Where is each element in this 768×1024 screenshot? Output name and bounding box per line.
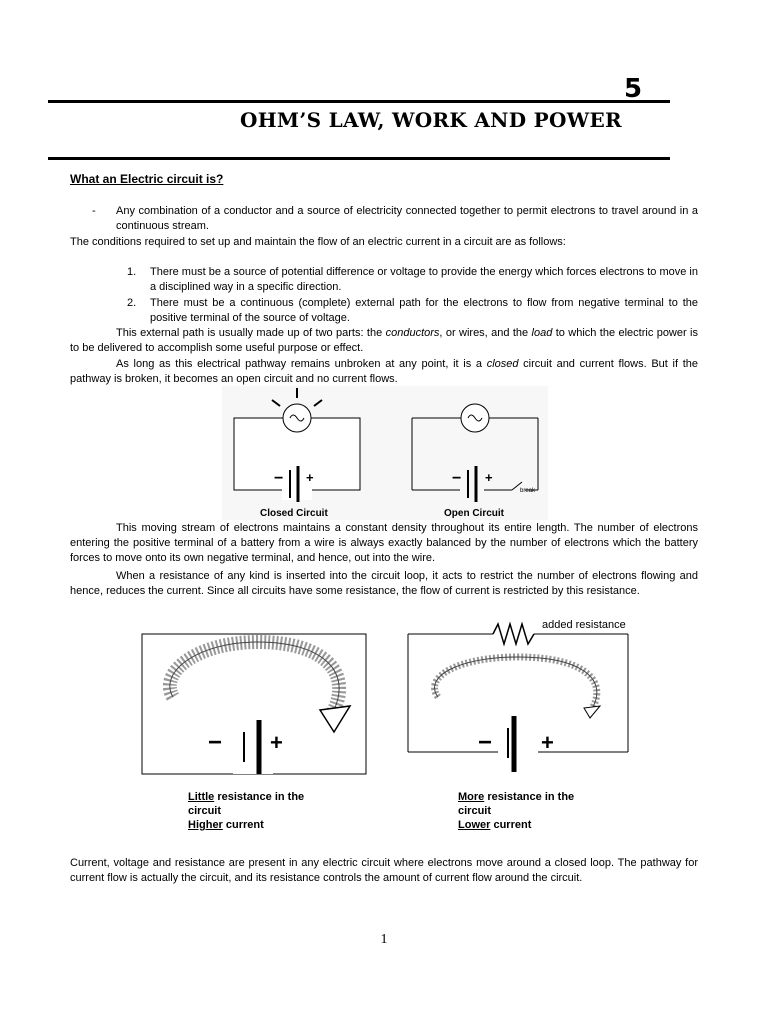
open-minus-sign: − — [452, 470, 462, 487]
chapter-number: 5 — [623, 74, 643, 104]
circuit-diagram — [222, 386, 548, 520]
list-item-1-text: There must be a source of potential difference or voltage to provide the energy which forces electrons to move in a disciplined way in a specific direction. — [150, 266, 698, 293]
left-minus-sign: − — [208, 729, 223, 756]
paragraph-final: Current, voltage and resistance are present in any electric circuit where electrons move around a closed loop. The pathway for current flow is actually the circuit, and its resistance controls the amount of current flow around the circuit. — [70, 857, 698, 884]
chapter-title: OHM’S LAW, WORK AND POWER — [240, 108, 622, 132]
little-resistance-caption: Little resistance in the circuit Higher current — [188, 791, 305, 831]
list-item-1-marker: 1. — [127, 266, 137, 278]
break-label: break — [520, 488, 536, 494]
right-plus-sign: + — [541, 730, 554, 755]
list-item-2-text: There must be a continuous (complete) external path for the electrons to flow from negative terminal to the positive terminal of the source of voltage. — [150, 297, 698, 324]
more-resistance-caption: More resistance in the circuit Lower current — [458, 791, 575, 831]
closed-circuit-diagram — [234, 388, 360, 502]
paragraph-external-path: This external path is usually made up of two parts: the conductors, or wires, and the load to which the electric power is to be delivered to accomplish some useful purpose or effect. — [70, 327, 698, 354]
paragraph-moving-stream: This moving stream of electrons maintains a constant density throughout its entire length. The number of electrons entering the positive terminal of a battery from a wire is always exactly balanced by the number of electrons which the battery forces to move onto its own negative terminal, and hence, out into the wire. — [70, 522, 698, 564]
bullet-text: Any combination of a conductor and a source of electricity connected together to permit electrons to travel around in a continuous stream. — [116, 205, 698, 232]
more-resistance-circuit — [408, 624, 628, 772]
added-resistance-label: added resistance — [542, 619, 626, 631]
bottom-rule — [48, 157, 670, 160]
list-item-2-marker: 2. — [127, 297, 137, 309]
left-plus-sign: + — [270, 730, 283, 755]
open-circuit-caption: Open Circuit — [444, 508, 505, 519]
closed-plus-sign: + — [306, 470, 314, 485]
little-resistance-circuit — [142, 634, 366, 774]
conditions-intro: The conditions required to set up and maintain the flow of an electric current in a circuit are as follows: — [70, 236, 566, 248]
paragraph-resistance: When a resistance of any kind is inserted into the circuit loop, it acts to restrict the number of electrons flowing and hence, reduces the current. Since all circuits have some resistance, the flow of current is restricted by this resistance. — [70, 570, 698, 597]
paragraph-closed-circuit: As long as this electrical pathway remains unbroken at any point, it is a closed circuit and current flows. But if the pathway is broken, it becomes an open circuit and no current flows. — [70, 358, 698, 385]
bullet-marker: - — [92, 205, 96, 217]
figure-closed-open-circuits — [222, 386, 548, 520]
open-plus-sign: + — [485, 470, 493, 485]
closed-circuit-caption: Closed Circuit — [260, 508, 328, 519]
closed-minus-sign: − — [274, 470, 284, 487]
figure-resistance-comparison — [138, 612, 638, 842]
top-rule — [48, 100, 670, 103]
section-heading: What an Electric circuit is? — [70, 172, 224, 186]
right-minus-sign: − — [478, 729, 493, 756]
page-number: 1 — [380, 932, 388, 947]
